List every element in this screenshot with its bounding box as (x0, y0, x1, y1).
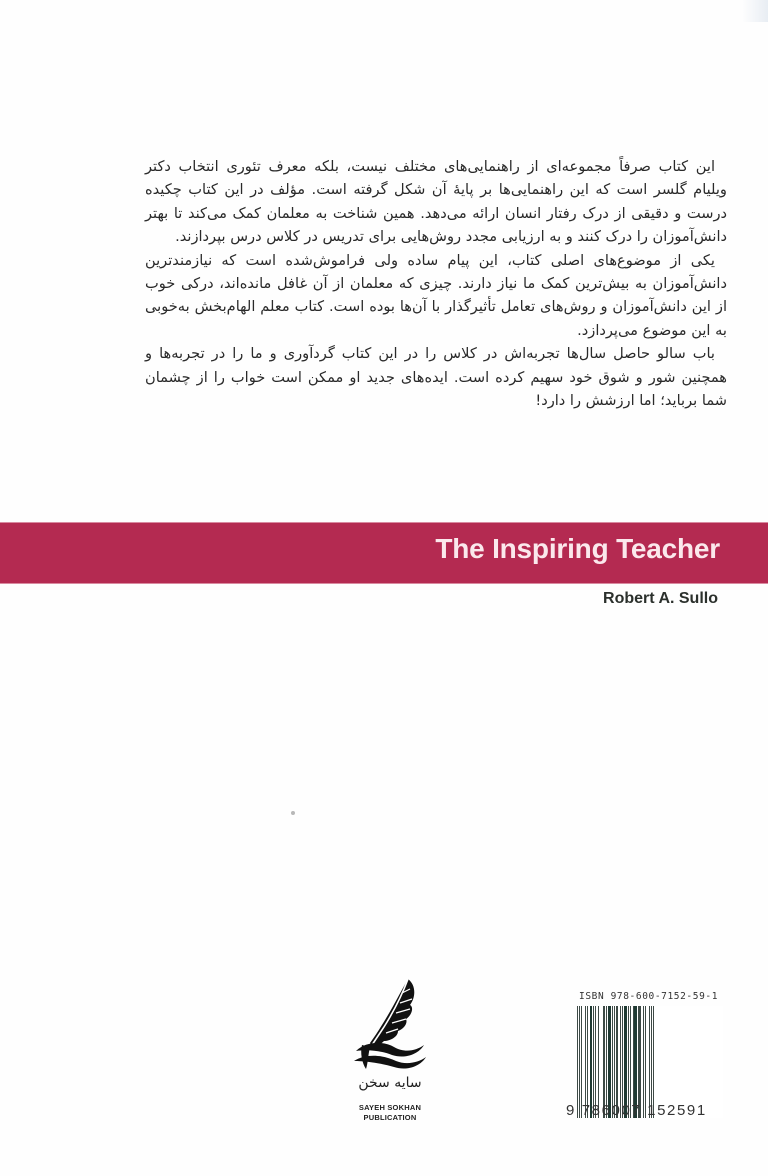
feather-quill-icon (350, 975, 430, 1075)
corner-shadow (742, 0, 768, 22)
blurb-paragraph-1: این کتاب صرفاً مجموعه‌ای از راهنمایی‌های مختلف نیست، بلکه معرف تئوری انتخاب دکتر ویلیام گلسر است که این راهنمایی‌ها بر پایهٔ آن شکل گرفته است. مؤلف در این کتاب چکیده درست و دقیقی از درک رفتار انسان ارائه می‌دهد. همین شناخت به معلمان کمک می‌کند تا بهتر دانش‌آموزان را درک کنند و به ارزیابی مجدد روش‌هایی برای تدریس در کلاس درس بپردازند. (145, 158, 727, 246)
print-speck (291, 811, 295, 815)
publisher-name-en: SAYEH SOKHAN (358, 1103, 422, 1112)
publisher-tagline: PUBLICATION (363, 1113, 417, 1122)
book-author: Robert A. Sullo (603, 590, 718, 607)
isbn-label: ISBN 978-600-7152-59-1 (579, 991, 719, 1002)
book-title: The Inspiring Teacher (435, 533, 720, 564)
blurb-paragraph-3: باب سالو حاصل سال‌ها تجربه‌اش در کلاس را در این کتاب گردآوری و ما را در تجربه‌ها و همچنین شور و شوق خود سهیم کرده است. ایده‌های جدید او ممکن است خواب را از چشمان شما برباید؛ اما ارزشش را دارد! (145, 345, 727, 410)
barcode-digits: 9 786007 152591 (566, 1102, 707, 1119)
publisher-logo (340, 975, 440, 1125)
publisher-name-fa: سایه سخن (358, 1075, 422, 1091)
back-cover-blurb (145, 155, 727, 412)
blurb-paragraph-2: یکی از موضوع‌های اصلی کتاب، این پیام ساده ولی فراموش‌شده است که نیازمندترین دانش‌آموزان به بیش‌ترین کمک ما نیاز دارند. چیزی که معلمان از آن غافل مانده‌اند، درکی خوب از این دانش‌آموزان و روش‌های تعامل تأثیرگذار با آن‌ها بوده است. کتاب معلم الهام‌بخش به‌خوبی به این موضوع می‌پردازد. (145, 251, 727, 339)
